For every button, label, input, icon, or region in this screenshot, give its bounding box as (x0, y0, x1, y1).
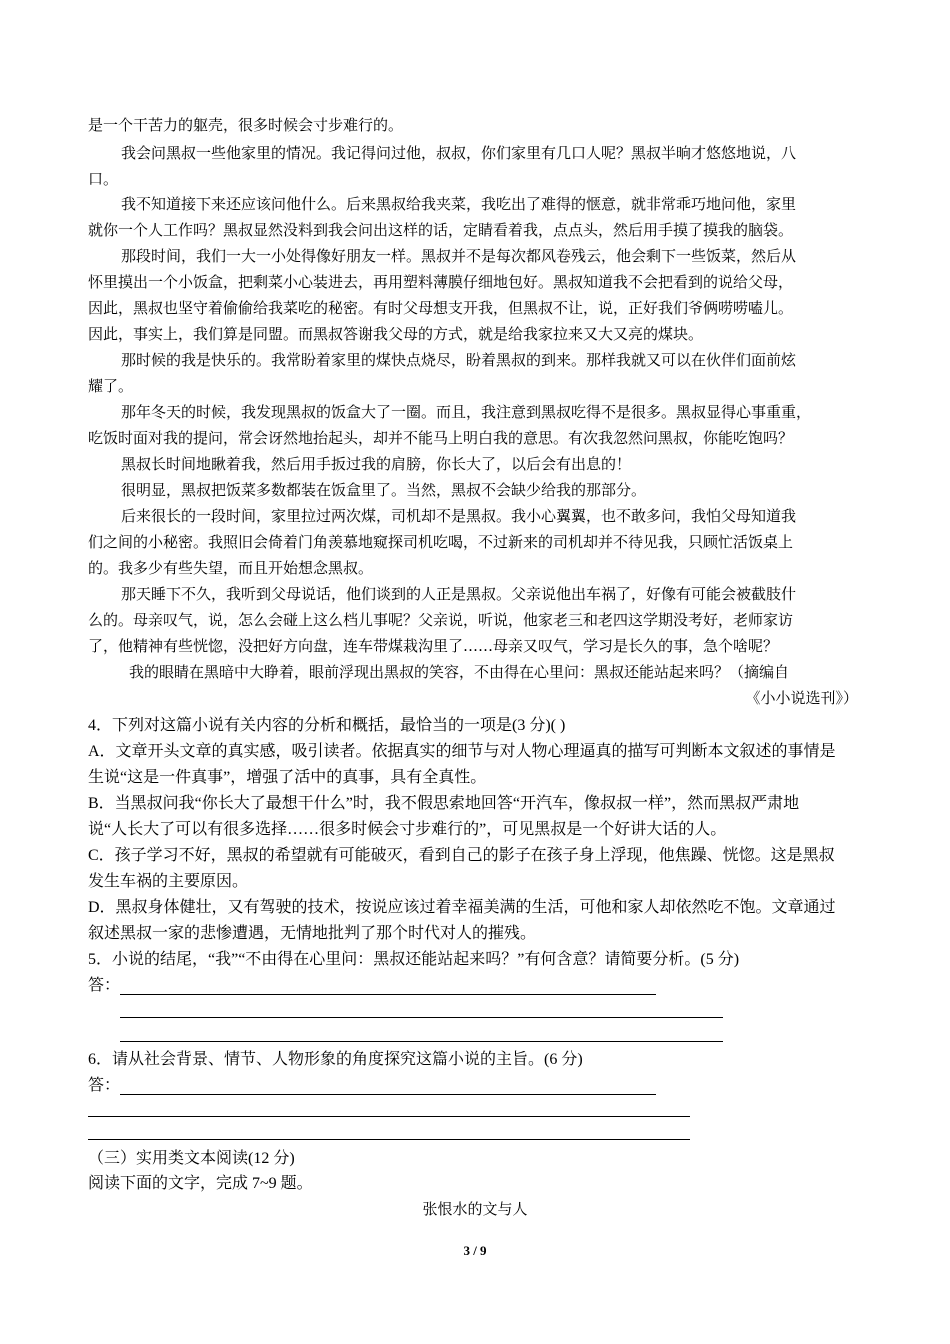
answer-label: 答： (88, 1077, 121, 1094)
question-4-stem: 4．下列对这篇小说有关内容的分析和概括，最恰当的一项是(3 分)( ) (88, 717, 566, 734)
question-4 (0, 713, 950, 739)
story-line-text: 那天睡下不久，我听到父母说话，他们谈到的人正是黑叔。父亲说他出车祸了，好像有可能会被截肢什 (121, 585, 797, 603)
story-line (0, 607, 950, 633)
answer-line[interactable] (88, 1139, 690, 1140)
answer-label: 答： (88, 977, 121, 994)
story-source (0, 685, 950, 711)
option-b-line-2: 说“人长大了可以有很多选择……很多时候会寸步难行的”，可见黑叔是一个好讲大话的人。 (88, 821, 727, 838)
answer-5 (0, 973, 950, 999)
section-heading (0, 1146, 950, 1172)
option-d (0, 921, 950, 947)
story-line (0, 373, 950, 399)
story-line-text: 们之间的小秘密。我照旧会倚着门角羡慕地窥探司机吃喝，不过新来的司机却并不待见我，只顾忙活饭桌上 (88, 533, 794, 551)
question-5-stem: 5．小说的结尾，“我”“不由得在心里问：黑叔还能站起来吗？”有何含意？请简要分析。(5 分) (88, 951, 740, 968)
story-line (0, 581, 950, 607)
option-a (0, 765, 950, 791)
question-6-stem: 6．请从社会背景、情节、人物形象的角度探究这篇小说的主旨。(6 分) (88, 1051, 583, 1068)
story-line (0, 633, 950, 659)
option-c (0, 843, 950, 869)
page-number: 3 / 9 (463, 1243, 487, 1258)
story-line (0, 659, 950, 685)
story-line (0, 503, 950, 529)
story-line (0, 347, 950, 373)
story-line (0, 555, 950, 581)
story-line-text: 那年冬天的时候，我发现黑叔的饭盒大了一圈。而且，我注意到黑叔吃得不是很多。黑叔显得心事重重， (121, 403, 812, 421)
page-footer (0, 1238, 950, 1264)
story-line (0, 243, 950, 269)
story-line-text: 那段时间，我们一大一小处得像好朋友一样。黑叔并不是每次都风卷残云，他会剩下一些饭菜，然后从 (121, 247, 797, 265)
story-line-text: 我不知道接下来还应该问他什么。后来黑叔给我夹菜，我吃出了难得的惬意，就非常乖巧地问他，家里 (121, 195, 797, 213)
story-line-text: 耀了。 (88, 377, 134, 395)
story-line-text: 我的眼睛在黑暗中大睁着，眼前浮现出黑叔的笑容，不由得在心里问：黑叔还能站起来吗？（摘编自 (129, 663, 790, 681)
story-line (0, 112, 950, 138)
story-line-text: 么的。母亲叹气，说，怎么会碰上这么档儿事呢？父亲说，听说，他家老三和老四这学期没考好，老师家访 (88, 611, 794, 629)
story-line-text: 因此，事实上，我们算是同盟。而黑叔答谢我父母的方式，就是给我家拉来又大又亮的煤块。 (88, 325, 704, 343)
option-b (0, 817, 950, 843)
option-c (0, 869, 950, 895)
story-line (0, 529, 950, 555)
section-instruction-text: 阅读下面的文字，完成 7~9 题。 (88, 1175, 313, 1192)
story-line (0, 399, 950, 425)
story-line (0, 425, 950, 451)
answer-line[interactable] (120, 1094, 656, 1095)
story-line-text: 后来很长的一段时间，家里拉过两次煤，司机却不是黑叔。我小心翼翼，也不敢多问，我怕父母知道我 (121, 507, 797, 525)
option-c-line-1: C．孩子学习不好，黑叔的希望就有可能破灭，看到自己的影子在孩子身上浮现，他焦躁、恍惚。这是黑叔 (88, 847, 835, 864)
story-line (0, 295, 950, 321)
story-line (0, 477, 950, 503)
option-a-line-1: A．文章开头文章的真实感，吸引读者。依据真实的细节与对人物心理逼真的描写可判断本文叙述的事情是 (88, 743, 836, 760)
story-line (0, 451, 950, 477)
story-line (0, 140, 950, 166)
story-line (0, 269, 950, 295)
story-line-text: 那时候的我是快乐的。我常盼着家里的煤快点烧尽，盼着黑叔的到来。那样我就又可以在伙伴们面前炫 (121, 351, 797, 369)
story-line-text: 了，他精神有些恍惚，没把好方向盘，连车带煤栽沟里了……母亲又叹气，学习是长久的事，急个啥呢？ (88, 637, 779, 655)
answer-6 (0, 1073, 950, 1099)
article-title-text: 张恨水的文与人 (422, 1200, 528, 1218)
option-d-line-2: 叙述黑叔一家的悲惨遭遇，无情地批判了那个时代对人的摧残。 (88, 925, 537, 942)
option-b (0, 791, 950, 817)
option-d (0, 895, 950, 921)
section-heading-text: （三）实用类文本阅读(12 分) (88, 1150, 295, 1167)
story-line-text: 很明显，黑叔把饭菜多数都装在饭盒里了。当然，黑叔不会缺少给我的那部分。 (121, 481, 647, 499)
story-line-text: 黑叔长时间地瞅着我，然后用手扳过我的肩膀，你长大了，以后会有出息的！ (121, 455, 632, 473)
option-a (0, 739, 950, 765)
answer-line[interactable] (120, 1041, 723, 1042)
story-line-text: 就你一个人工作吗？黑叔显然没料到我会问出这样的话，定睛看着我，点点头，然后用手摸了摸我的脑袋。 (88, 221, 794, 239)
story-line-text: 因此，黑叔也坚守着偷偷给我菜吃的秘密。有时父母想支开我，但黑叔不让，说，正好我们爷俩唠唠嗑儿。 (88, 299, 794, 317)
story-line-text: 吃饭时面对我的提问，常会讶然地抬起头，却并不能马上明白我的意思。有次我忽然问黑叔，你能吃饱吗？ (88, 429, 794, 447)
story-line-text: 的。我多少有些失望，而且开始想念黑叔。 (88, 559, 374, 577)
story-line (0, 217, 950, 243)
option-c-line-2: 发生车祸的主要原因。 (88, 873, 249, 890)
answer-line[interactable] (88, 1116, 690, 1117)
section-instruction (0, 1171, 950, 1197)
story-line-text: 我会问黑叔一些他家里的情况。我记得问过他，叔叔，你们家里有几口人呢？黑叔半晌才悠悠地说，八 (121, 144, 797, 162)
option-d-line-1: D．黑叔身体健壮，又有驾驶的技术，按说应该过着幸福美满的生活，可他和家人却依然吃不饱。文章通过 (88, 899, 836, 916)
story-line-text: 怀里摸出一个小饭盒，把剩菜小心装进去，再用塑料薄膜仔细地包好。黑叔知道我不会把看到的说给父母， (88, 273, 794, 291)
article-title (0, 1196, 950, 1222)
story-line (0, 321, 950, 347)
option-b-line-1: B．当黑叔问我“你长大了最想干什么”时，我不假思索地回答“开汽车，像叔叔一样”，然而黑叔严肃地 (88, 795, 800, 812)
story-line-text: 是一个干苦力的躯壳，很多时候会寸步难行的。 (88, 116, 404, 134)
answer-line[interactable] (120, 994, 656, 995)
story-line (0, 166, 950, 192)
source-citation: 《小小说选刊》） (745, 689, 858, 707)
question-6 (0, 1047, 950, 1073)
story-line-text: 口。 (88, 170, 119, 188)
story-line (0, 191, 950, 217)
question-5 (0, 947, 950, 973)
answer-line[interactable] (120, 1017, 723, 1018)
option-a-line-2: 生说“这是一件真事”，增强了活中的真事，具有全真性。 (88, 769, 487, 786)
